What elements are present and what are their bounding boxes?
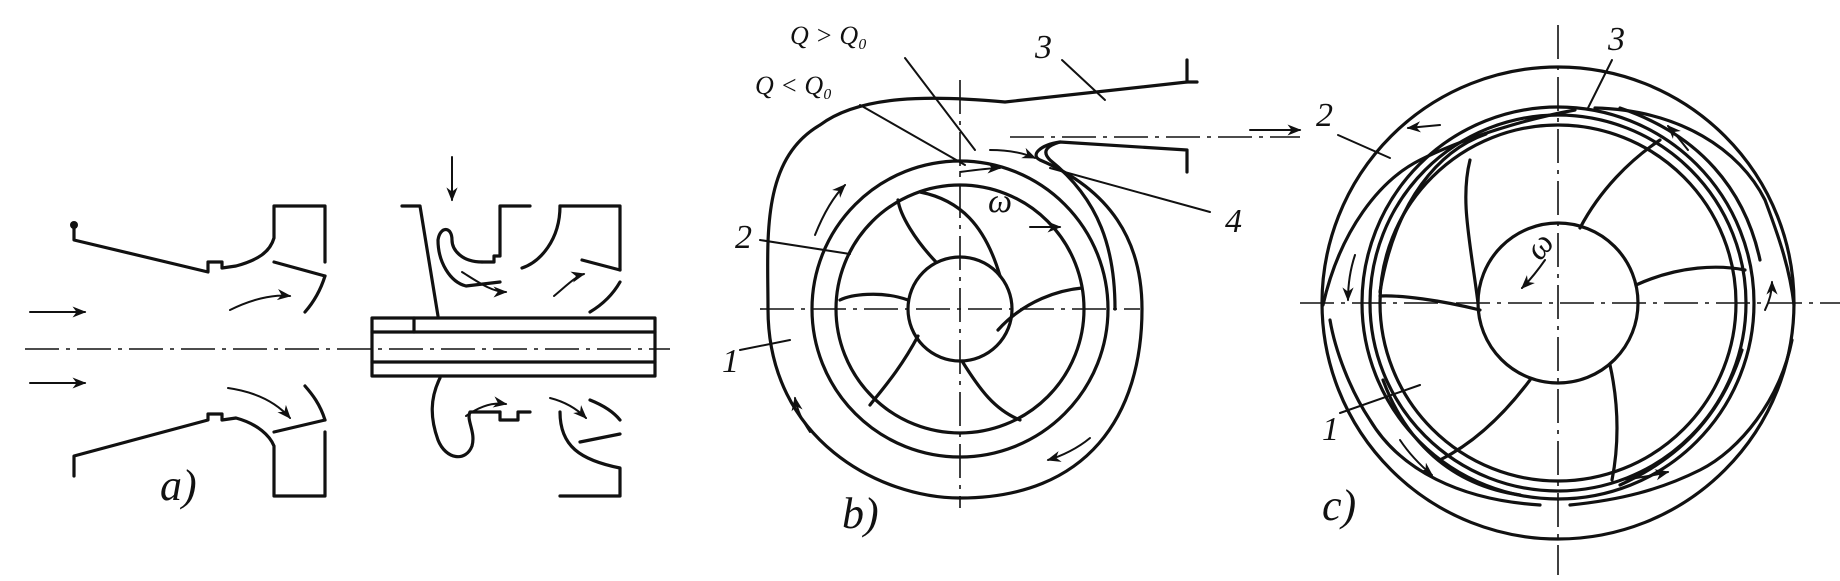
leader-3-c bbox=[1588, 60, 1612, 108]
leader-4-b bbox=[1050, 168, 1210, 212]
first-stage-upper bbox=[70, 206, 325, 312]
shaft bbox=[372, 318, 655, 376]
caption-c: c) bbox=[1322, 481, 1357, 530]
caption-a: a) bbox=[160, 461, 197, 510]
label-3-c: 3 bbox=[1608, 21, 1625, 58]
label-q-less: Q < Q₀ bbox=[755, 71, 833, 100]
panel-a bbox=[25, 157, 670, 510]
label-4-b: 4 bbox=[1225, 203, 1242, 240]
panel-b bbox=[722, 21, 1300, 538]
label-1-c: 1 bbox=[1322, 411, 1339, 448]
first-stage-lower bbox=[74, 386, 325, 496]
omega-label-b: ω bbox=[988, 183, 1013, 220]
leader-2-b bbox=[760, 240, 850, 254]
panel-c bbox=[1300, 21, 1840, 575]
impeller-c bbox=[1380, 140, 1745, 480]
leader-1-b bbox=[740, 340, 790, 350]
label-2-b: 2 bbox=[735, 219, 752, 256]
second-stage-upper bbox=[402, 157, 620, 316]
label-1-b: 1 bbox=[722, 343, 739, 380]
label-q-greater: Q > Q₀ bbox=[790, 21, 868, 50]
label-3-b: 3 bbox=[1035, 29, 1052, 66]
label-2-c: 2 bbox=[1316, 97, 1333, 134]
caption-b: b) bbox=[842, 489, 879, 538]
second-stage-lower bbox=[432, 378, 620, 496]
omega-label-c: ω bbox=[1517, 224, 1562, 268]
